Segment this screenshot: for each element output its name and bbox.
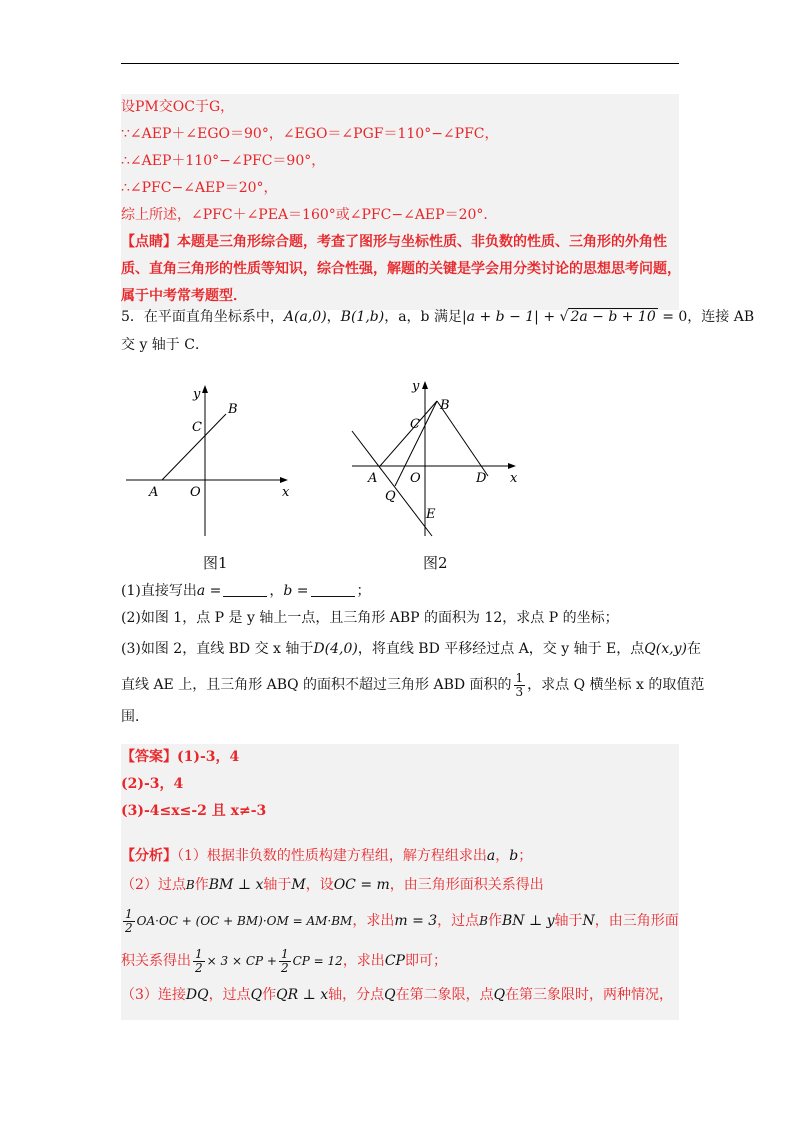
a5-text-b: ，过点 xyxy=(208,987,251,1003)
q3-point-d: D(4,0) xyxy=(313,641,358,657)
question-3-line-3: 围． xyxy=(121,709,149,725)
fig1-x-arrow xyxy=(280,477,288,483)
answer-line-3: (3)-4≤x≤-2 且 x≠-3 xyxy=(121,803,267,819)
fig1-label-x: x xyxy=(282,485,290,500)
a5-q2: Q xyxy=(384,987,396,1003)
figure-1-caption: 图1 xyxy=(203,554,228,572)
a4-equation xyxy=(191,947,343,975)
comment-line-2: 质、直角三角形的性质等知识，综合性强，解题的关键是学会用分类讨论的思想思考问题， xyxy=(121,261,681,277)
q3-frac-num: 1 xyxy=(515,670,524,685)
answer-tag: 【答案】 xyxy=(121,749,177,765)
fig1-label-o: O xyxy=(190,485,201,500)
a3-text-d: 轴于 xyxy=(554,913,583,929)
equals-zero: = 0 xyxy=(657,309,688,325)
analysis-1-text: （1）根据非负数的性质构建方程组，解方程组求出 xyxy=(177,848,487,864)
q1-var-a: a = xyxy=(196,583,222,599)
figure-2 xyxy=(340,376,530,546)
q3-text-a: (3)如图 2，直线 BD 交 x 轴于 xyxy=(121,641,314,657)
fig1-y-arrow xyxy=(202,385,208,393)
a5-q: Q xyxy=(250,987,263,1003)
a4-half-num: 1 xyxy=(195,947,203,961)
fig1-label-y: y xyxy=(193,387,201,402)
a5-text-e: 在第二象限，点 xyxy=(395,987,494,1003)
q1-sep: ， xyxy=(269,583,284,599)
a3-text-e: ，由三角形面 xyxy=(594,913,679,929)
fig2-label-c: C xyxy=(410,417,420,432)
questions xyxy=(121,578,705,731)
sqrt-expression: 2a − b + 10 xyxy=(570,309,656,325)
q3-text-c: 在 xyxy=(686,641,701,657)
a3-text-b: ，过点 xyxy=(437,913,480,929)
a2-oc: OC = m xyxy=(333,877,390,893)
analysis-sep: ， xyxy=(495,848,510,864)
problem-line-2: 交 y 轴于 C． xyxy=(121,337,209,353)
question-3-line-2 xyxy=(121,666,705,704)
analysis-line-5 xyxy=(121,980,679,1010)
a4-expr2: CP = 12 xyxy=(292,954,343,968)
a3-half-num: 1 xyxy=(125,907,133,921)
a2-b: B xyxy=(185,878,195,892)
fig1-label-b: B xyxy=(228,402,238,417)
solution-line-3: ∴∠AEP＋110°−∠PFC＝90°， xyxy=(121,153,326,169)
a2-text-a: （2）过点 xyxy=(121,877,186,893)
a3-bn: BN ⊥ y xyxy=(502,913,555,929)
answer-1: (1)-3，4 xyxy=(177,749,240,765)
a3-b: B xyxy=(479,914,488,928)
a3-n: N xyxy=(582,913,595,929)
analysis-line-2 xyxy=(121,870,679,900)
analysis-var-b: b xyxy=(509,848,519,864)
comment-tag: 【点睛】 xyxy=(121,234,177,250)
q1-blank-a[interactable] xyxy=(223,582,267,597)
q3-text-b: ，将直线 BD 平移经过点 A，交 y 轴于 E，点 xyxy=(357,641,645,657)
a2-text-c: 轴于 xyxy=(263,877,292,893)
solution-line-2: ∵∠AEP＋∠EGO＝90°，∠EGO＝∠PGF＝110°−∠PFC， xyxy=(121,126,499,142)
question-1 xyxy=(121,578,679,605)
solution-line-5: 综上所述，∠PFC＋∠PEA＝160°或∠PFC−∠AEP＝20°． xyxy=(121,207,498,223)
fig2-segment-ab xyxy=(380,401,437,466)
a4-half2-num: 1 xyxy=(280,947,289,961)
a3-equation xyxy=(121,907,353,935)
point-b: B(1,b) xyxy=(340,309,385,325)
fig2-label-y: y xyxy=(412,379,420,394)
analysis-line-4 xyxy=(121,942,679,980)
a4-cp: CP xyxy=(384,953,405,969)
fig2-y-arrow xyxy=(422,381,428,389)
fig2-label-o: O xyxy=(410,471,421,486)
problem-statement xyxy=(121,302,755,359)
problem-connect: ，连接 AB xyxy=(687,309,755,325)
analysis-var-a: a xyxy=(486,848,496,864)
problem-line-1: 5．在平面直角坐标系中，A(a,0)，B(1,b)，a，b 满足|a + b − 1| + √ 2a − b + 10 = 0，连接 AB xyxy=(121,309,755,325)
fig2-label-x: x xyxy=(510,471,518,486)
fig2-label-a: A xyxy=(368,471,378,486)
a2-m: M xyxy=(291,877,306,893)
answer-block xyxy=(121,744,679,1020)
fig2-label-q: Q xyxy=(385,489,396,504)
a5-text-c: 作 xyxy=(262,987,277,1003)
a4-half2-den: 2 xyxy=(280,961,289,975)
problem-intro: 5．在平面直角坐标系中， xyxy=(121,309,284,325)
a5-dq: DQ xyxy=(185,987,209,1003)
a5-text-f: 在第三象限时，两种情况， xyxy=(505,987,674,1003)
comment-line-3: 属于中考常考题型． xyxy=(121,288,247,304)
analysis-line-3 xyxy=(121,900,679,942)
figure-2-caption: 图2 xyxy=(423,554,448,572)
analysis-line-1 xyxy=(121,843,679,870)
sep: ， xyxy=(326,309,341,325)
problem-condition: ，a，b 满足 xyxy=(384,309,462,325)
question-2: (2)如图 1，点 P 是 y 轴上一点，且三角形 ABP 的面积为 12，求点 P 的坐标； xyxy=(121,610,619,626)
fig2-label-e: E xyxy=(426,507,436,522)
comment-line-1 xyxy=(121,229,679,256)
fig2-label-b: B xyxy=(440,398,450,413)
a3-eq-text: OA·OC + (OC + BM)·OM = AM·BM xyxy=(136,914,353,928)
a3-half-den: 2 xyxy=(125,921,133,935)
q1-end: ； xyxy=(356,583,371,599)
comment-text-1: 本题是三角形综合题，考查了图形与坐标性质、非负数的性质、三角形的外角性 xyxy=(177,234,667,250)
q3-text-d: 直线 AE 上，且三角形 ABQ 的面积不超过三角形 ABD 面积的 xyxy=(121,677,512,693)
q3-fraction xyxy=(514,672,526,699)
a3-text-a: ，求出 xyxy=(352,913,395,929)
a2-text-d: ，设 xyxy=(305,877,334,893)
point-a: A(a,0) xyxy=(283,309,327,325)
fig1-label-a: A xyxy=(149,485,159,500)
a2-bm: BM ⊥ x xyxy=(208,877,264,893)
analysis-end: ； xyxy=(518,848,533,864)
solution-line-4: ∴∠PFC−∠AEP＝20°， xyxy=(121,180,278,196)
header-rule xyxy=(121,63,679,64)
abs-expression: |a + b − 1| xyxy=(461,309,539,325)
a4-text-c: 即可； xyxy=(404,953,447,969)
a3-m: m = 3 xyxy=(394,913,438,929)
answer-line-1 xyxy=(121,744,679,771)
q3-text-e: ，求点 Q 横坐标 x 的取值范 xyxy=(527,677,705,693)
a2-text-b: 作 xyxy=(194,877,209,893)
q3-frac-den: 3 xyxy=(515,684,524,699)
q1-blank-b[interactable] xyxy=(311,582,355,597)
fig2-label-d: D xyxy=(476,471,487,486)
solution-line-1: 设PM交OC于G， xyxy=(121,99,235,115)
q1-var-b: b = xyxy=(283,583,309,599)
a5-text-d: 轴，分点 xyxy=(328,987,385,1003)
analysis-tag: 【分析】 xyxy=(121,848,177,864)
a2-text-e: ，由三角形面积关系得出 xyxy=(389,877,544,893)
fig1-label-c: C xyxy=(192,420,202,435)
answer-line-2: (2)-3，4 xyxy=(121,776,184,792)
a5-q3: Q xyxy=(493,987,506,1003)
a4-text-b: ，求出 xyxy=(342,953,385,969)
plus-sign: + xyxy=(538,309,560,325)
a5-qr: QR ⊥ x xyxy=(276,987,329,1003)
a4-text-a: 积关系得出 xyxy=(121,953,191,969)
q1-text: (1)直接写出 xyxy=(121,583,197,599)
q3-point-q: Q(x,y) xyxy=(644,641,687,657)
a4-half-den: 2 xyxy=(195,961,203,975)
question-3-line-1 xyxy=(121,632,701,666)
figure-1 xyxy=(120,376,300,546)
a4-expr1: × 3 × CP + xyxy=(206,954,277,968)
a5-text-a: （3）连接 xyxy=(121,987,186,1003)
solution-continuation xyxy=(121,94,679,310)
a3-text-c: 作 xyxy=(488,913,502,929)
fig2-x-arrow xyxy=(508,463,516,469)
